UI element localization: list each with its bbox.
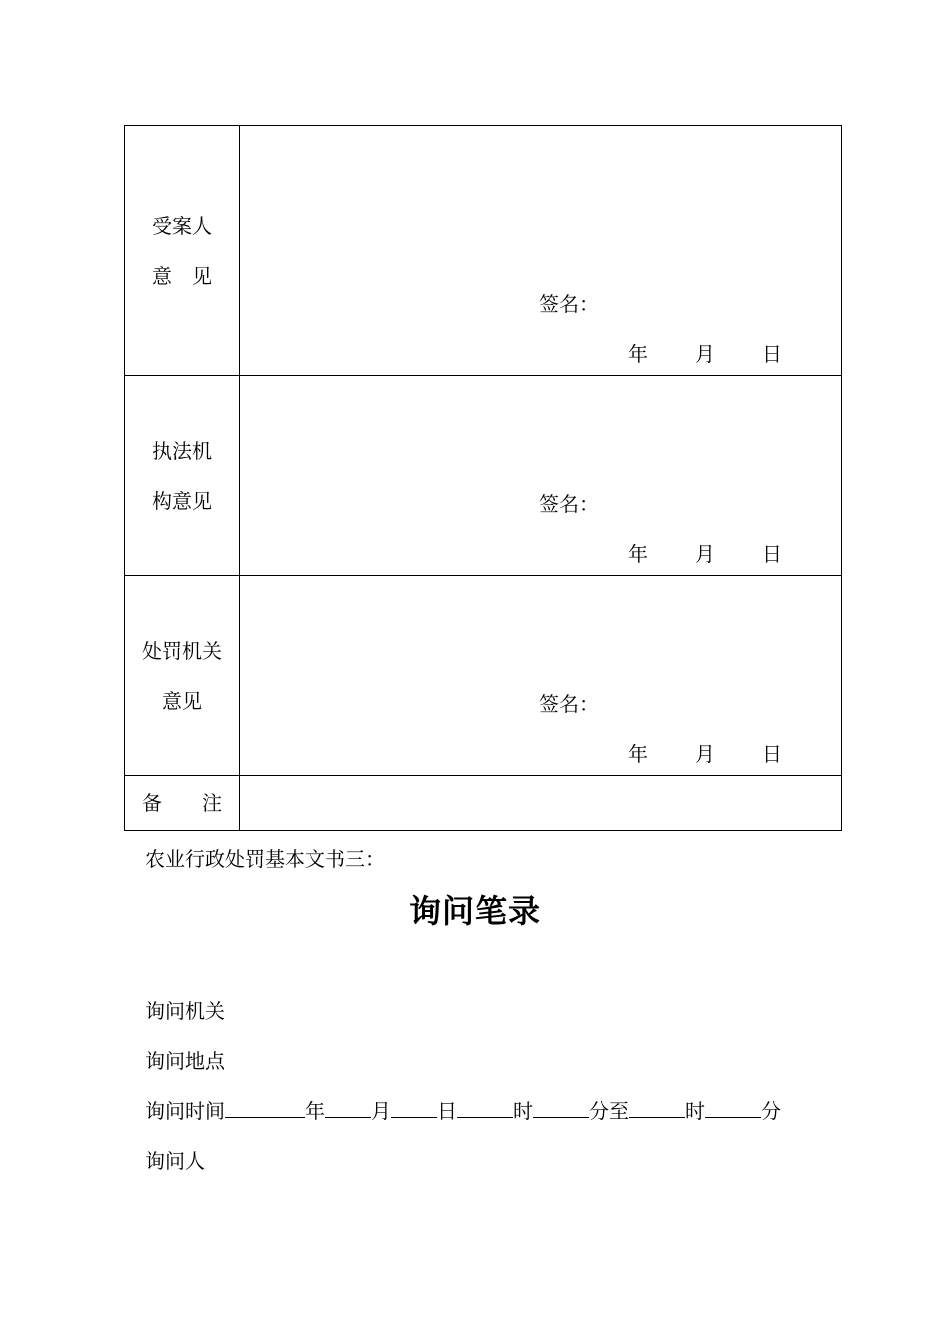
- unit-label: 时: [685, 1099, 705, 1123]
- date-line: [628, 738, 829, 767]
- field-label: 询问地点: [145, 1049, 225, 1073]
- label-line: 意见: [162, 688, 202, 713]
- month-label: 月: [695, 542, 715, 566]
- unit-label: 月: [371, 1099, 391, 1123]
- label-line: 处罚机关: [142, 638, 222, 663]
- signature-label: 签名：: [539, 492, 599, 516]
- blank-line[interactable]: [457, 1099, 513, 1118]
- field-organ[interactable]: [145, 995, 225, 1024]
- field-label: 询问人: [145, 1149, 205, 1173]
- remark-cell[interactable]: [240, 776, 841, 830]
- blank-line[interactable]: [325, 1099, 371, 1118]
- row-label: [125, 376, 240, 575]
- field-label: 询问机关: [145, 999, 225, 1023]
- row-label: [125, 126, 240, 375]
- signature-label: 签名：: [539, 692, 599, 716]
- unit-label: 年: [305, 1099, 325, 1123]
- unit-label: 分至: [589, 1099, 629, 1123]
- label-line: 执法机: [152, 438, 212, 463]
- document-subtitle: 农业行政处罚基本文书三：: [145, 847, 385, 871]
- row-label: [125, 776, 240, 830]
- document-title: 询问笔录: [408, 892, 541, 930]
- blank-line[interactable]: [705, 1099, 761, 1118]
- day-label: 日: [762, 342, 782, 366]
- remark-label: 备 注: [142, 791, 222, 815]
- field-person[interactable]: [145, 1145, 205, 1174]
- table-row: [125, 126, 841, 376]
- opinion-cell[interactable]: [240, 376, 841, 575]
- opinion-cell[interactable]: [240, 576, 841, 775]
- blank-line[interactable]: [629, 1099, 685, 1118]
- table-row: [125, 776, 841, 830]
- year-label: 年: [628, 542, 648, 566]
- table-row: [125, 576, 841, 776]
- day-label: 日: [762, 742, 782, 766]
- approval-table: [124, 125, 842, 831]
- date-line: [628, 338, 829, 367]
- month-label: 月: [695, 742, 715, 766]
- unit-label: 日: [437, 1099, 457, 1123]
- label-line: 构意见: [152, 488, 212, 513]
- year-label: 年: [628, 342, 648, 366]
- field-place[interactable]: [145, 1045, 225, 1074]
- date-line: [628, 538, 829, 567]
- day-label: 日: [762, 542, 782, 566]
- row-label: [125, 576, 240, 775]
- table-row: [125, 376, 841, 576]
- blank-line[interactable]: [391, 1099, 437, 1118]
- signature-label: 签名：: [539, 292, 599, 316]
- unit-label: 时: [513, 1099, 533, 1123]
- field-time[interactable]: [145, 1095, 781, 1124]
- unit-label: 分: [761, 1099, 781, 1123]
- label-line: 意 见: [152, 263, 212, 288]
- year-label: 年: [628, 742, 648, 766]
- field-label: 询问时间: [145, 1099, 225, 1123]
- label-line: 受案人: [152, 213, 212, 238]
- blank-line[interactable]: [225, 1099, 305, 1118]
- month-label: 月: [695, 342, 715, 366]
- opinion-cell[interactable]: [240, 126, 841, 375]
- blank-line[interactable]: [533, 1099, 589, 1118]
